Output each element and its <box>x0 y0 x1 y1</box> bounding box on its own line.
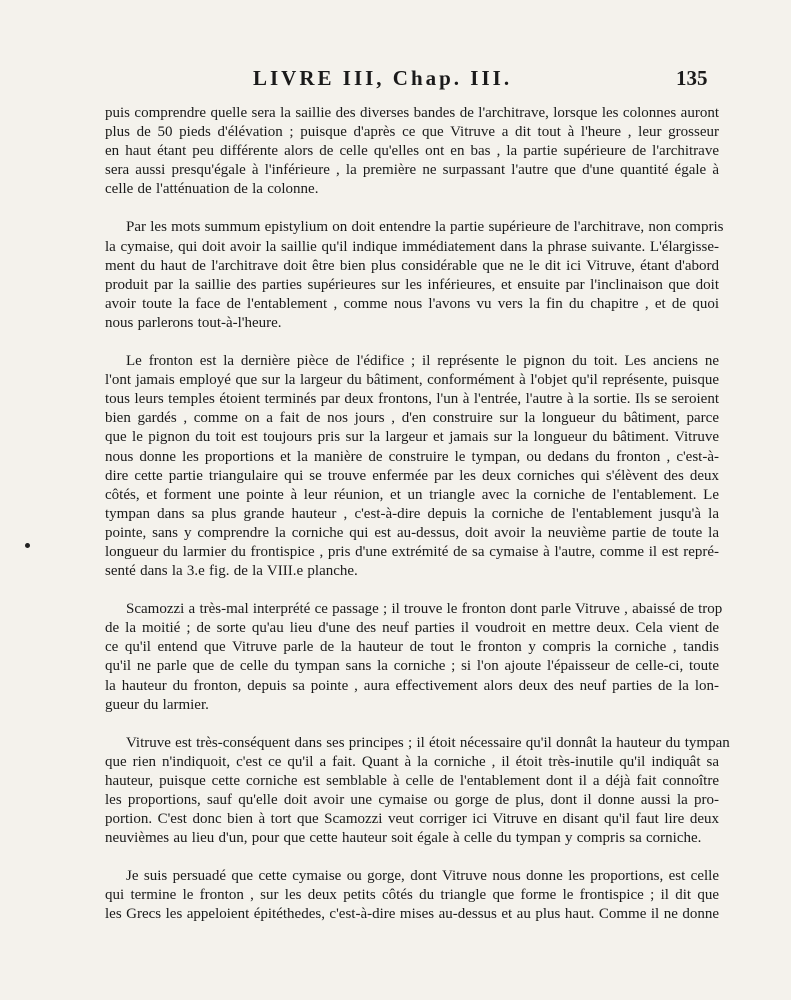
text-line: avoir toute la face de l'entablement , comme nous l'avons vu vers la fin du chapitre , et de quoi <box>105 295 719 312</box>
text-line: qui termine le fronton , sur les deux petits côtés du triangle que forme le frontispice ; il dit que <box>105 887 719 904</box>
text-line: Scamozzi a très-mal interprété ce passage ; il trouve le fronton dont parle Vitruve , abaissé de trop <box>126 601 723 618</box>
paragraph <box>105 104 719 199</box>
text-line: sera aussi presqu'égale à l'inférieure , la première ne surpassant l'autre que d'une quantité égale à <box>105 162 719 179</box>
text-line: ce qu'il entend que Vitruve parle de la hauteur de tout le fronton y compris la corniche , tandis <box>105 639 719 656</box>
paragraph-gap <box>105 333 719 352</box>
text-line: côtés, et forment une pointe à leur réunion, et un triangle avec la corniche de l'entablement. Le <box>105 486 719 503</box>
page-header <box>0 66 791 92</box>
text-line: longueur du larmier du frontispice , pris d'une extrémité de sa cymaise à l'autre, comme il est repré- <box>105 543 719 560</box>
text-line: neuvièmes au lieu d'un, pour que cette hauteur soit égale à celle du tympan y compris sa corniche. <box>105 830 702 847</box>
text-line: ment du haut de l'architrave doit être bien plus considérable que ne le dit ici Vitruve, étant d'abord <box>105 257 719 274</box>
text-line: Vitruve est très-conséquent dans ses principes ; il étoit nécessaire qu'il donnât la hauteur du tympan <box>126 734 730 751</box>
paragraph-gap <box>105 715 719 734</box>
text-line: pointe, sans y comprendre la corniche qui est au-dessus, doit avoir la neuvième partie de toute la <box>105 524 719 541</box>
text-line: les Grecs les appeloient épitéthedes, c'est-à-dire mises au-dessus et au plus haut. Comme il ne donne <box>105 906 719 923</box>
paragraph-gap <box>105 848 719 867</box>
text-line: en haut étant peu différente alors de celle qu'elles ont en bas , la partie supérieure de l'architrave <box>105 143 719 160</box>
text-line: l'ont jamais employé que sur la largeur du bâtiment, conformément à l'objet qu'il représente, puisque <box>105 372 719 389</box>
text-line: celle de l'atténuation de la colonne. <box>105 181 319 198</box>
margin-mark <box>25 543 30 548</box>
text-line: que rien n'indiquoit, c'est ce qu'il a fait. Quant à la corniche , il étoit très-inutile qu'il indiquât sa <box>105 753 719 770</box>
paragraph <box>105 218 724 333</box>
text-line: portion. C'est donc bien à tort que Scamozzi veut corriger ici Vitruve en disant qu'il faut lire deux <box>105 811 719 828</box>
text-line: plus de 50 pieds d'élévation ; puisque d'après ce que Vitruve a dit tout à l'heure , leur grosseur <box>105 124 719 141</box>
text-body <box>105 104 730 925</box>
text-line: hauteur, puisque cette corniche est semblable à celle de l'entablement dont il a déjà fait connoître <box>105 772 719 789</box>
text-line: nous donne les proportions et la manière de construire le tympan, ou dedans du fronton , c'est-à- <box>105 448 719 465</box>
paragraph <box>105 867 719 924</box>
text-line: dire cette partie triangulaire qui se trouve enfermée par les deux corniches qui s'élèvent des deux <box>105 467 719 484</box>
text-line: les proportions, sauf qu'elle doit avoir une cymaise ou gorge de plus, dont il donne aussi la pro- <box>105 792 719 808</box>
text-line: Par les mots summum epistylium on doit entendre la partie supérieure de l'architrave, non compris <box>126 219 724 236</box>
text-line: nous parlerons tout-à-l'heure. <box>105 314 282 331</box>
page-number: 135 <box>676 66 708 90</box>
paragraph <box>105 600 723 715</box>
paragraph <box>105 352 719 581</box>
text-line: la cymaise, qui doit avoir la saillie qu'il indique immédiatement dans la phrase suivante. L'élargisse- <box>105 238 719 255</box>
text-line: que le pignon du toit est toujours pris sur la largeur et jamais sur la longueur du bâtiment. Vitruve <box>105 429 719 446</box>
text-line: Le fronton est la dernière pièce de l'édifice ; il représente le pignon du toit. Les anciens ne <box>126 353 719 370</box>
text-line: bien gardés , comme on a fait de nos jours , d'en construire sur la longueur du bâtiment, parce <box>105 410 719 427</box>
text-line: Je suis persuadé que cette cymaise ou gorge, dont Vitruve nous donne les proportions, est celle <box>126 868 719 885</box>
paragraph <box>105 734 730 849</box>
text-line: puis comprendre quelle sera la saillie des diverses bandes de l'architrave, lorsque les colonnes auront <box>105 105 719 121</box>
text-line: la hauteur du fronton, depuis sa pointe , aura effectivement alors deux des neuf parties de la lon- <box>105 677 719 694</box>
text-line: senté dans la 3.e fig. de la VIII.e planche. <box>105 563 358 580</box>
text-line: tympan dans sa plus grande hauteur , c'est-à-dire depuis la corniche de l'entablement jusqu'à la <box>105 505 719 522</box>
text-line: qu'il ne parle que de celle du tympan sans la corniche ; si l'on ajoute l'épaisseur de celle-ci, toute <box>105 658 719 675</box>
paragraph-gap <box>105 581 719 600</box>
running-title: LIVRE III, Chap. III. <box>253 66 513 90</box>
paragraph-gap <box>105 199 719 218</box>
text-line: produit par la saillie des parties supérieures sur les inférieures, et ensuite par l'inclinaison que doit <box>105 276 719 293</box>
text-line: gueur du larmier. <box>105 696 209 713</box>
text-line: de la moitié ; de sorte qu'au lieu d'une des neuf parties il voudroit en mettre deux. Cela vient de <box>105 620 719 637</box>
text-line: tous leurs temples étoient terminés par deux frontons, l'un à l'entrée, l'autre à la sortie. Ils se seroient <box>105 391 719 408</box>
